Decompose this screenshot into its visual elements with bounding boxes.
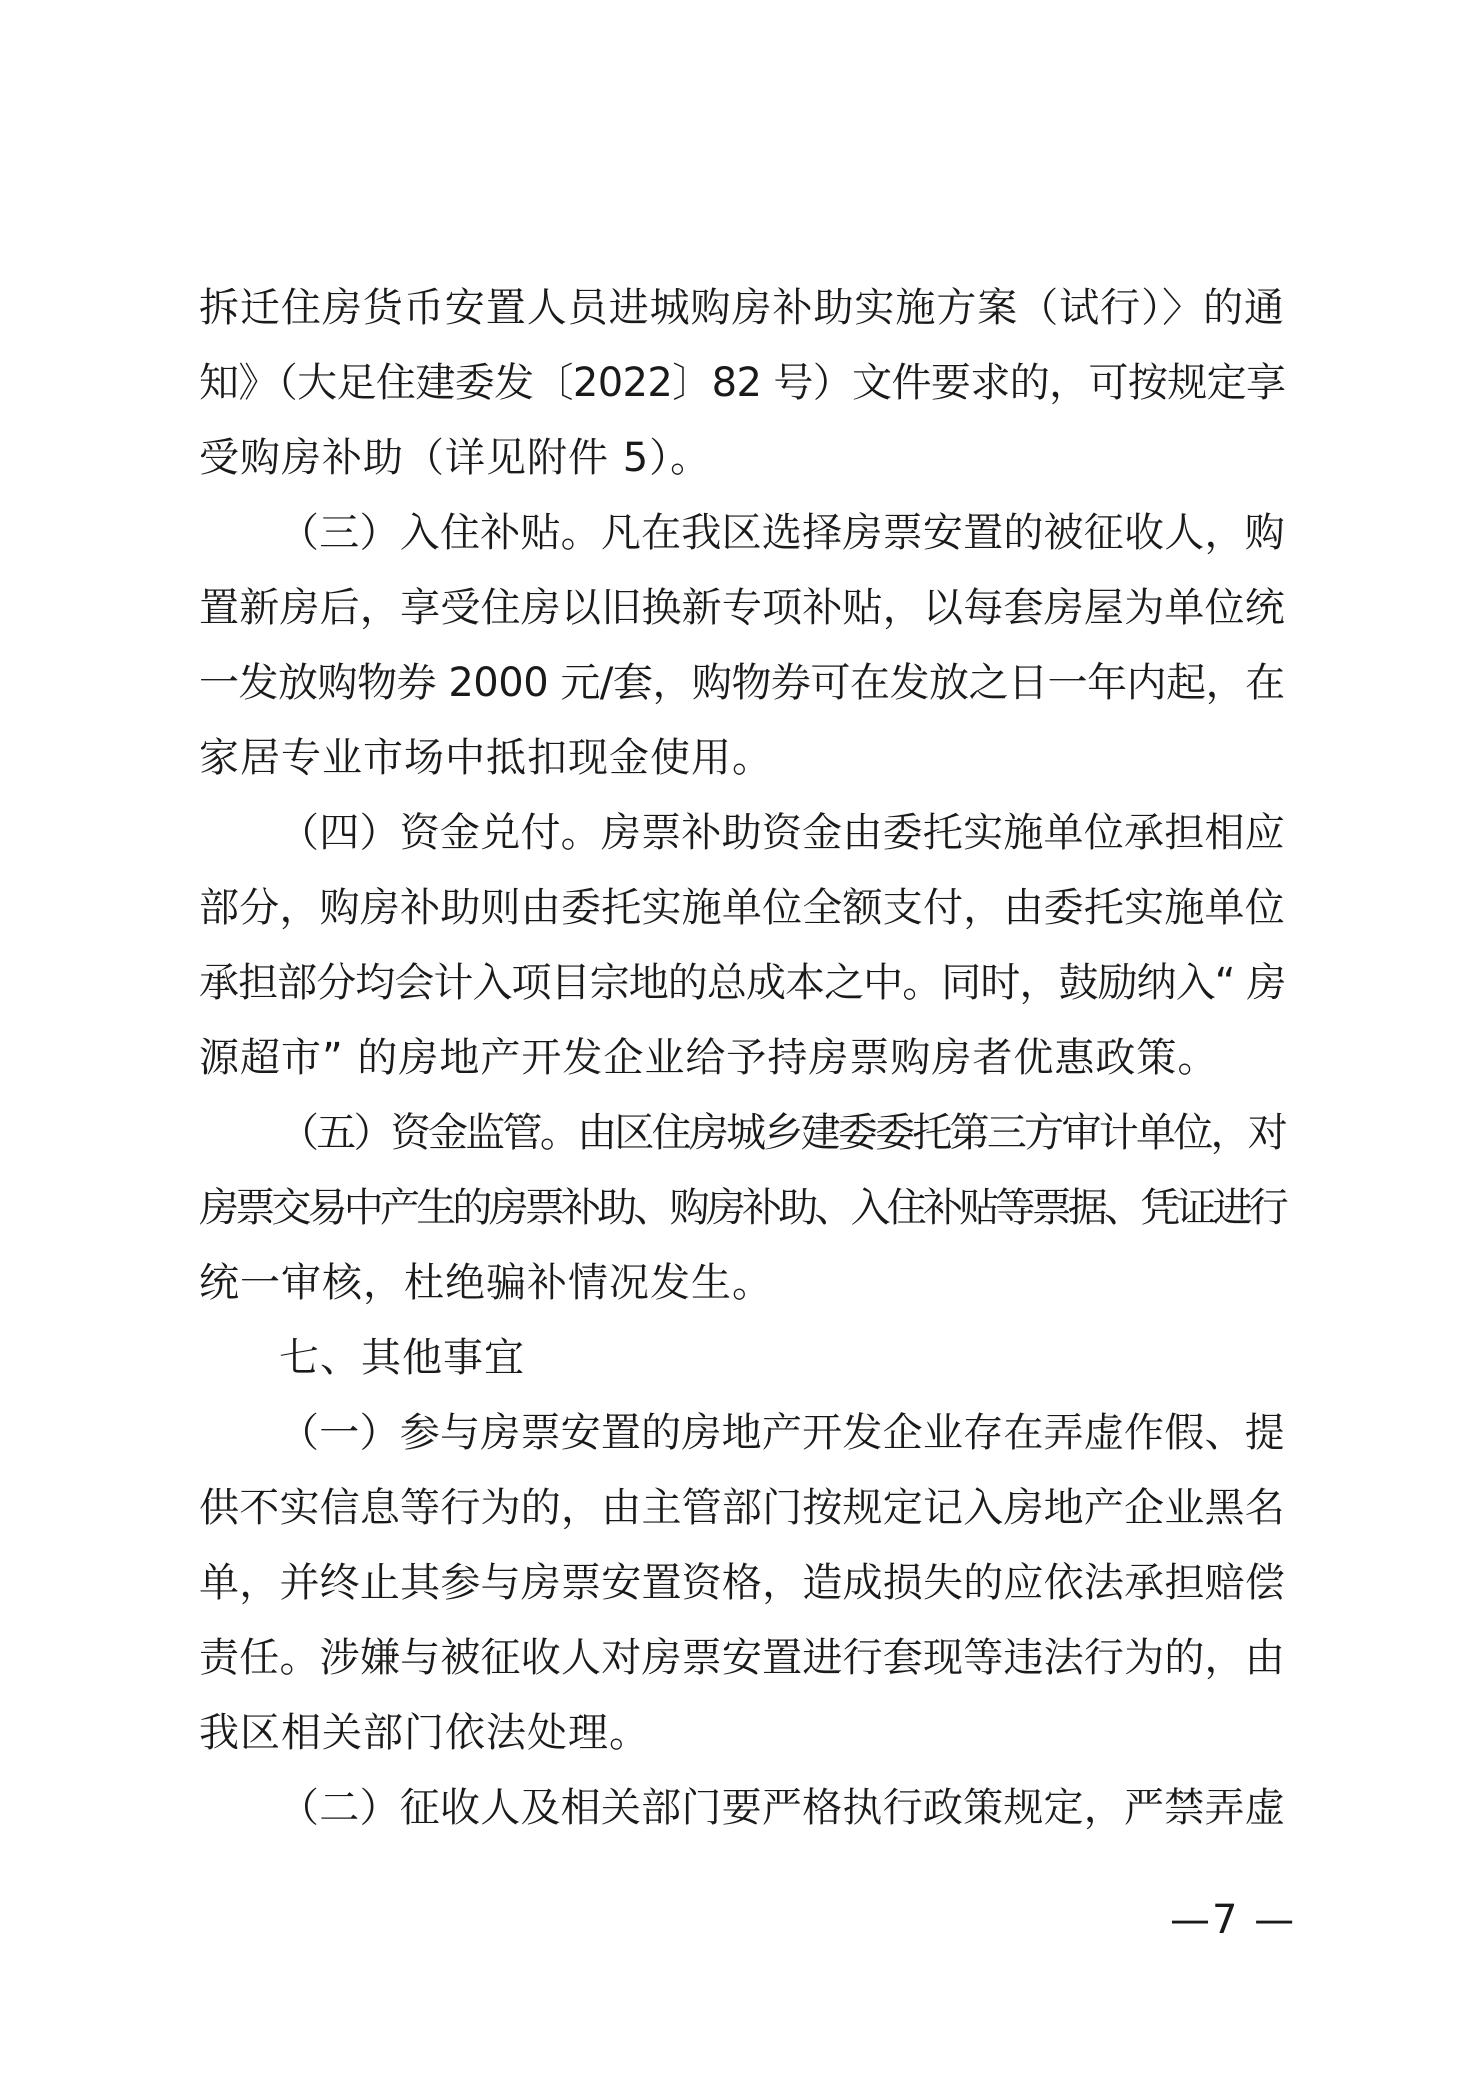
paragraph-line: 统一审核，杜绝骗补情况发生。 (199, 1260, 773, 1306)
paragraph-line: 我区相关部门依法处理。 (199, 1710, 650, 1756)
paragraph-line: （四）资金兑付。房票补助资金由委托实施单位承担相应 (279, 810, 1285, 856)
paragraph-line: 责任。涉嫌与被征收人对房票安置进行套现等违法行为的，由 (199, 1635, 1285, 1681)
paragraph-line: （三）入住补贴。凡在我区选择房票安置的被征收人，购 (279, 510, 1285, 556)
paragraph-line: 房票交易中产生的房票补助、购房补助、入住补贴等票据、凭证进行 (199, 1185, 1285, 1231)
paragraph-line: 家居专业市场中抵扣现金使用。 (199, 735, 773, 781)
paragraph-line: 部分，购房补助则由委托实施单位全额支付，由委托实施单位 (199, 885, 1285, 931)
paragraph-line: （五）资金监管。由区住房城乡建委委托第三方审计单位，对 (279, 1110, 1285, 1156)
paragraph-line: 单，并终止其参与房票安置资格，造成损失的应依法承担赔偿 (199, 1560, 1285, 1606)
section-heading: 七、其他事宜 (279, 1335, 525, 1381)
page-number: —7 — (1170, 1897, 1297, 1943)
paragraph-line: 一发放购物券 2000 元/套，购物券可在发放之日一年内起，在 (199, 660, 1285, 706)
paragraph-line: 源超市” 的房地产开发企业给予持房票购房者优惠政策。 (199, 1035, 1219, 1081)
paragraph-line: 供不实信息等行为的，由主管部门按规定记入房地产企业黑名 (199, 1485, 1285, 1531)
paragraph-line: （一）参与房票安置的房地产开发企业存在弄虚作假、提 (279, 1410, 1285, 1456)
paragraph-line: 受购房补助（详见附件 5）。 (199, 435, 712, 481)
paragraph-line: 知》（大足住建委发〔2022〕82 号）文件要求的，可按规定享 (199, 360, 1286, 406)
paragraph-line: 拆迁住房货币安置人员进城购房补助实施方案（试行）〉的通 (199, 285, 1285, 331)
paragraph-line: 承担部分均会计入项目宗地的总成本之中。同时，鼓励纳入“ 房 (199, 960, 1286, 1006)
paragraph-line: （二）征收人及相关部门要严格执行政策规定，严禁弄虚 (279, 1785, 1285, 1831)
paragraph-line: 置新房后，享受住房以旧换新专项补贴，以每套房屋为单位统 (199, 585, 1285, 631)
